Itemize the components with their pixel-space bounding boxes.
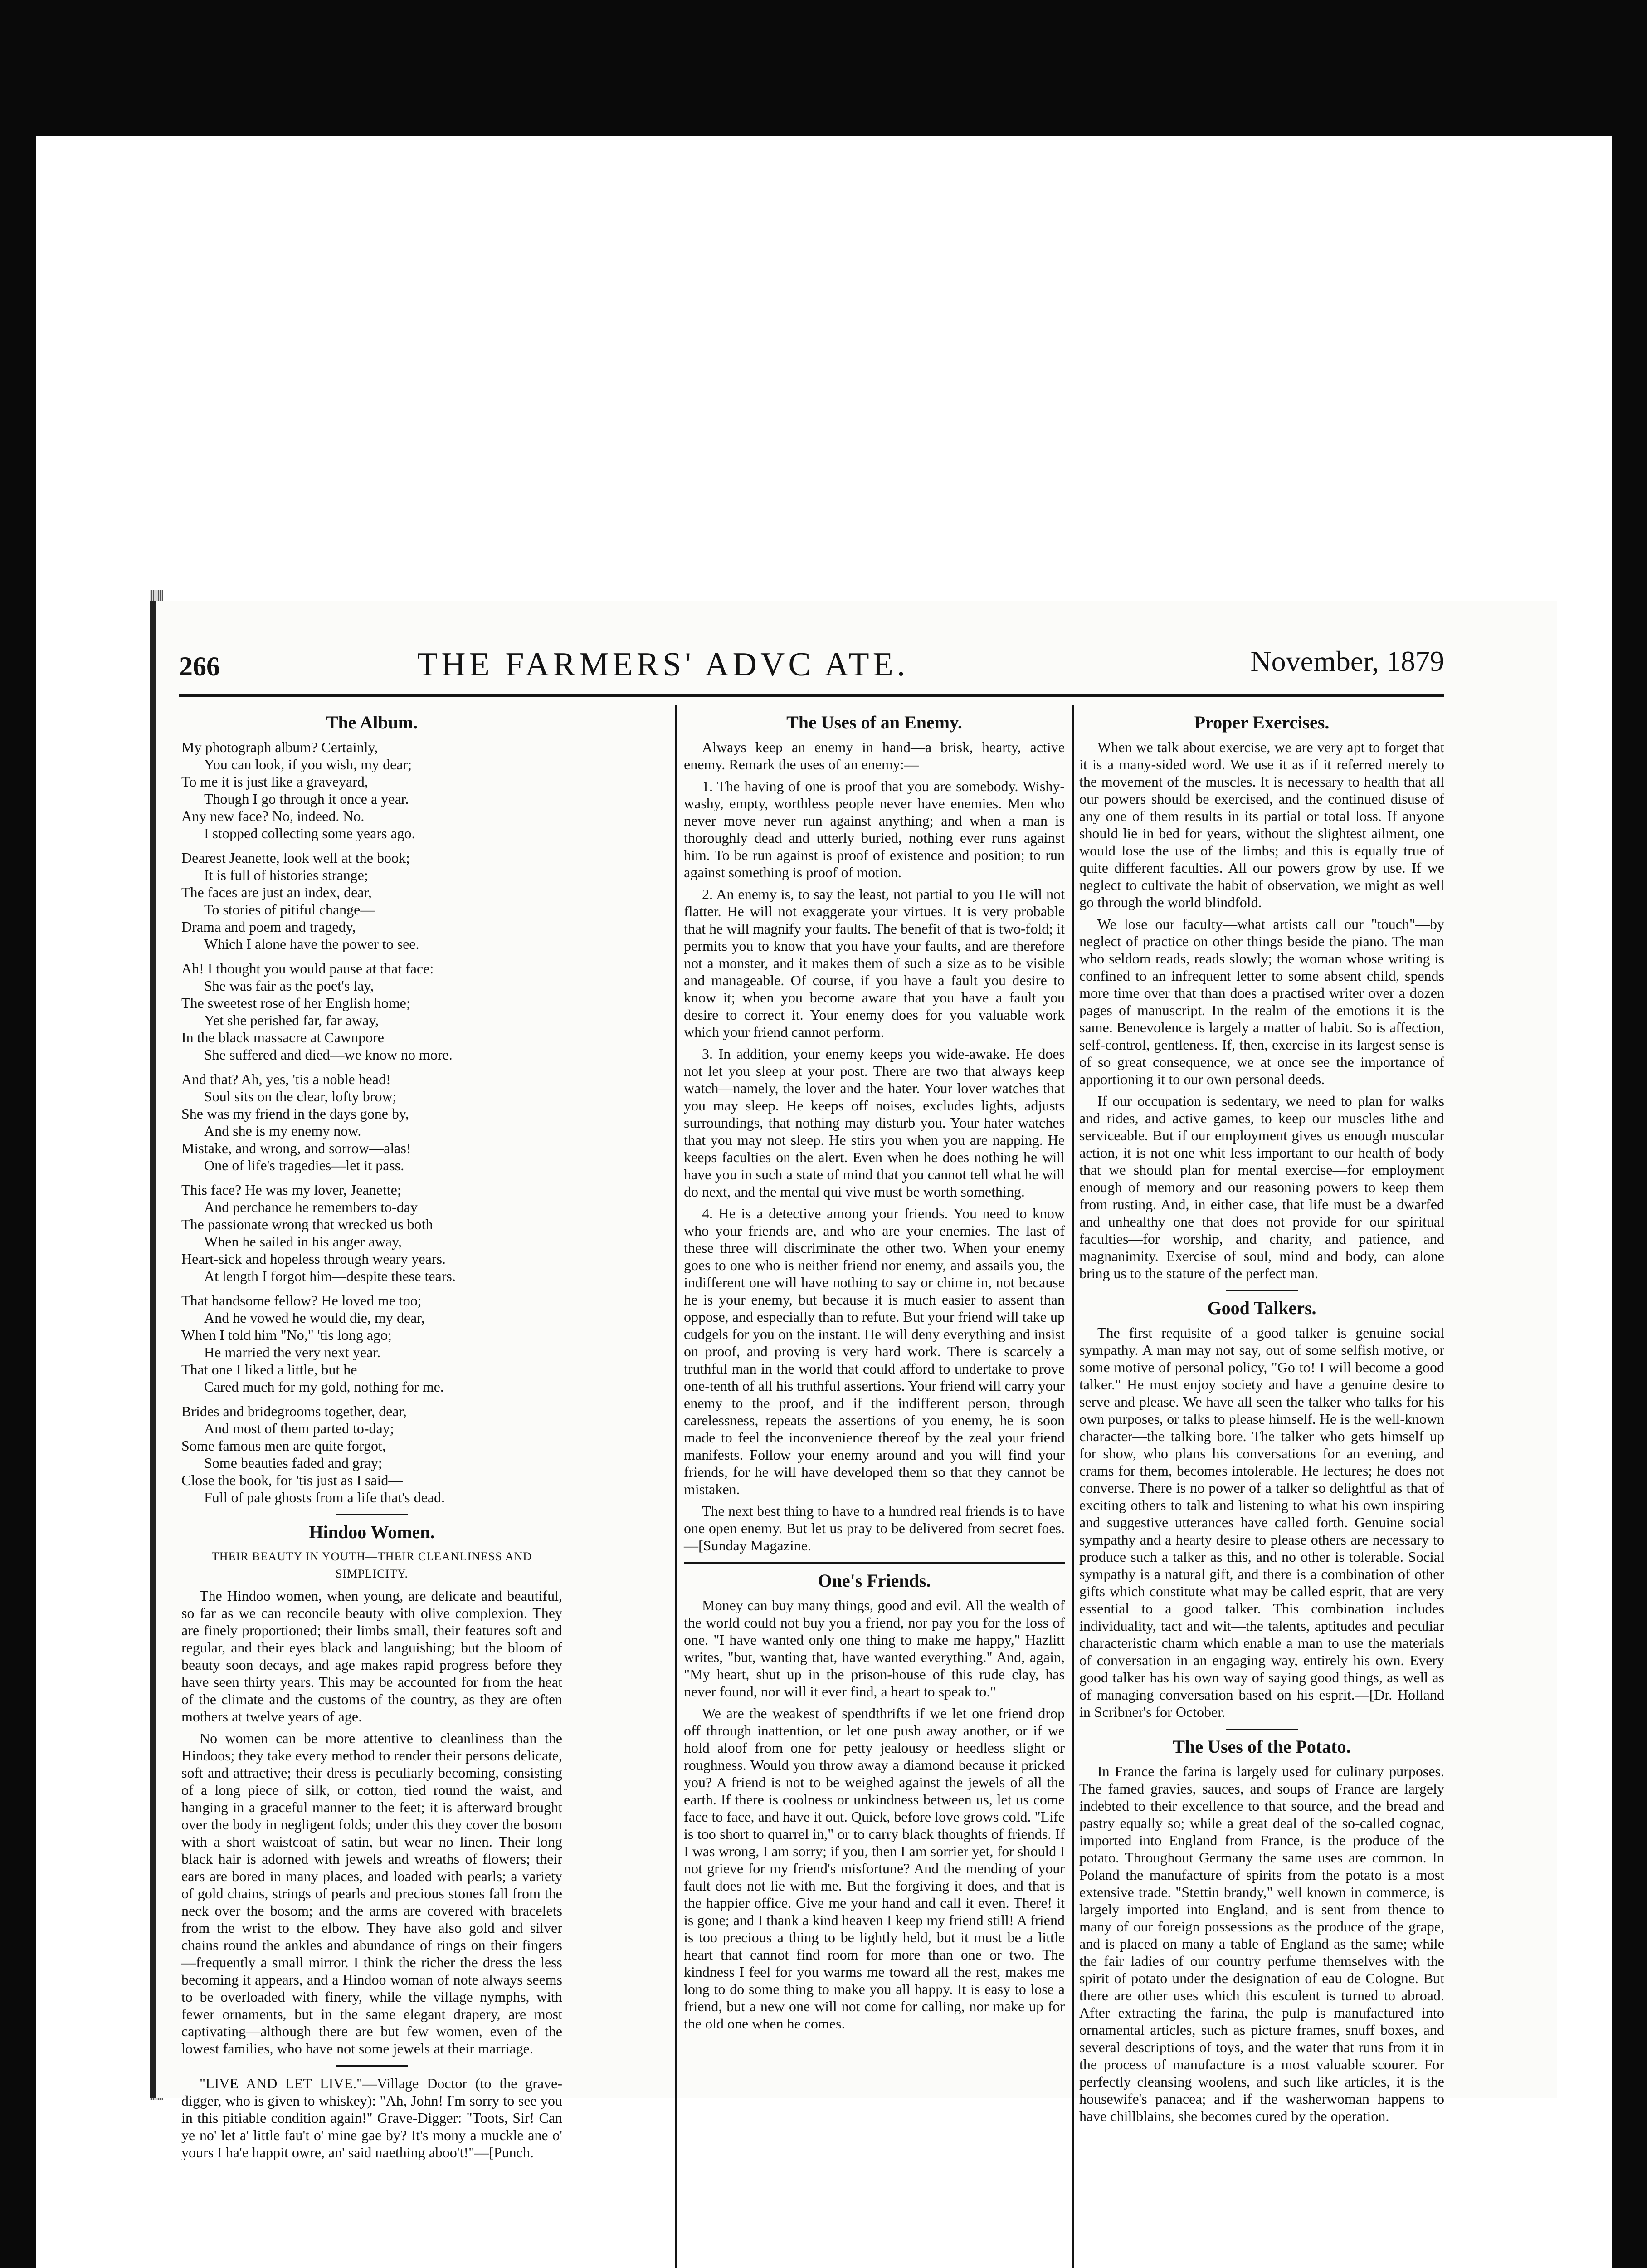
poem-line: Though I go through it once a year.	[204, 791, 409, 807]
column-divider	[675, 705, 677, 2268]
poem-line: The faces are just an index, dear,	[181, 884, 372, 900]
poem-line: And that? Ah, yes, 'tis a noble head!	[181, 1071, 391, 1087]
album-title: The Album.	[326, 712, 418, 733]
column-2	[684, 708, 1065, 2268]
poem-line: The passionate wrong that wrecked us both	[181, 1216, 433, 1232]
poem-line: And he vowed he would die, my dear,	[204, 1310, 425, 1326]
poem-line: Some beauties faded and gray;	[204, 1455, 382, 1471]
enemy-paragraph: The next best thing to have to a hundred real friends is to have one open enemy. But let us pray to be delivered from secret foes.—[Sunday Magazine.	[684, 1503, 1065, 1554]
page-number: 266	[179, 651, 220, 681]
page-header	[179, 642, 1444, 692]
poem-line: It is full of histories strange;	[204, 867, 368, 883]
poem-line: The sweetest rose of her English home;	[181, 995, 410, 1011]
enemy-paragraph: 4. He is a detective among your friends. You need to know who your friends are, and who are your enemies. The last of these three will discriminate the other two. When your enemy goes to one who is neither friend nor enemy, and assails you, the indifferent one will have nothing to say or chime in, not because he is your enemy, but because it is much easier to assent than oppose, and especially than to refute. But your friend will take up cudgels for you on the instant. He will deny everything and insist on proof, and proving is very hard work. There is scarcely a truthful man in the world that could afford to undertake to prove one-tenth of all his truthful assertions. Your friend will carry your enemy to the proof, and if the indifferent person, through carelessness, repeats the assertions of you enemy, he is soon made to feel the inconvenience thereof by the zeal your friend manifests. Follow your enemy around and you will find your friends, for he will have developed them so that they cannot be mistaken.	[684, 1205, 1065, 1497]
divider	[336, 2065, 408, 2067]
live-and-let-live: "LIVE AND LET LIVE."—Village Doctor (to the grave-digger, who is given to whiskey): "Ah, John! I'm sorry to see you in this pitiable condition again!" Grave-Digger: "Toots, Sir! Can ye no' let a' little fau't o' mine gae by? It's mony a muckle ane o' yours I ha'e happit owre, an' said naething aboo't!"—[Punch.	[181, 2075, 562, 2160]
enemy-title: The Uses of an Enemy.	[786, 712, 962, 733]
poem-line: She was my friend in the days gone by,	[181, 1105, 409, 1122]
enemy-paragraph: 2. An enemy is, to say the least, not partial to you He will not flatter. He will not exaggerate your virtues. It is very probable that he will magnify your faults. The benefit of that is two-fold; it permits you to know that you have your faults, and are therefore not a monster, and it makes them of such a size as to be visible and manageable. Of course, if you have a fault you desire to know it; when you become aware that you have a fault you desire to correct it. Your enemy does for you valuable work which your friend cannot perform.	[684, 886, 1065, 1040]
potato-paragraph: In France the farina is largely used for culinary purposes. The famed gravies, sauces, and soups of France are largely indebted to their excellence to that source, and the bread and pastry equally so; while a great deal of the so-called cognac, imported into England from France, is the produce of the potato. Throughout Germany the same uses are common. In Poland the manufacture of spirits from the potato is a most extensive trade. "Stettin brandy," well known in commerce, is largely imported into England, and is sent from thence to many of our foreign possessions as the produce of the grape, and is placed on many a table of England as the same; while the fair ladies of our country perfume themselves with the spirit of potato under the designation of eau de Cologne. But there are other uses which this esculent is turned to abroad. After extracting the farina, the pulp is manufactured into ornamental articles, such as picture frames, snuff boxes, and several descriptions of toys, and the water that runs from it in the process of manufacture is a most valuable scourer. For perfectly cleansing woolens, and such like articles, it is the housewife's panacea; and if the washerwoman happens to have chillblains, she becomes cured by the operation.	[1079, 1763, 1444, 2124]
poem-line: Heart-sick and hopeless through weary years.	[181, 1251, 446, 1267]
poem-stanza	[181, 1181, 562, 1285]
poem-line: That one I liked a little, but he	[181, 1361, 357, 1378]
poem-stanza	[181, 960, 562, 1063]
exercises-paragraph: When we talk about exercise, we are very apt to forget that it is a many-sided word. We use it as if it referred merely to the movement of the muscles. It is necessary to health that all our powers should be exercised, and the continued disuse of any one of them results in its partial or total loss. If anyone should lie in bed for years, without the slightest ailment, one would lose the use of the limbs; and this is equally true of quite different faculties. All our powers grow by use. If we neglect to cultivate the habit of observation, we might as well go through the world blindfold.	[1079, 739, 1444, 910]
issue-date: November, 1879	[1250, 645, 1444, 677]
divider	[336, 1514, 408, 1515]
divider	[684, 1562, 1065, 1564]
enemy-paragraph: Always keep an enemy in hand—a brisk, hearty, active enemy. Remark the uses of an enemy:—	[684, 739, 1065, 772]
header-rule	[179, 694, 1444, 697]
poem-line: At length I forgot him—despite these tears.	[204, 1268, 456, 1284]
poem-line: Some famous men are quite forgot,	[181, 1437, 386, 1454]
poem-line: My photograph album? Certainly,	[181, 739, 378, 755]
poem-stanza	[181, 1403, 562, 1506]
poem-line: And she is my enemy now.	[204, 1123, 361, 1139]
poem-stanza	[181, 849, 562, 953]
exercises-title: Proper Exercises.	[1194, 712, 1330, 733]
poem-line: Mistake, and wrong, and sorrow—alas!	[181, 1140, 411, 1156]
exercises-paragraph: If our occupation is sedentary, we need to plan for walks and rides, and active games, to keep our muscles lithe and serviceable. But if our employment gives us enough muscular action, it is not one whit less important to our health of body that we should plan for mental exercise—for employment enough of memory and our reasoning powers to keep them from rusting. And, in either case, that life must be a dwarfed and unhealthy one that does not provide for our spiritual faculties—for worship, and charity, and patience, and magnanimity. Exercise of soul, mind and body, can alone bring us to the stature of the perfect man.	[1079, 1093, 1444, 1281]
divider	[1226, 1290, 1298, 1291]
poem-line: Soul sits on the clear, lofty brow;	[204, 1088, 397, 1105]
exercises-paragraph: We lose our faculty—what artists call our "touch"—by neglect of practice on other things beside the piano. The man who seldom reads, reads slowly; the woman whose writing is confined to an infrequent letter to some absent child, spends more time over that than does a practised writer over a dozen pages of manuscript. In the realm of the emotions it is the same. Benevolence is largely a matter of habit. So is affection, self-control, gentleness. If, then, exercise in its largest sense is of so great consequence, we at once see the importance of apportioning it to our own personal deeds.	[1079, 916, 1444, 1087]
poem-line: In the black massacre at Cawnpore	[181, 1029, 384, 1046]
album-poem	[181, 738, 562, 1506]
poem-line: When he sailed in his anger away,	[204, 1233, 402, 1250]
poem-line: Yet she perished far, far away,	[204, 1012, 379, 1028]
enemy-paragraph: 1. The having of one is proof that you are somebody. Wishy-washy, empty, worthless people never have enemies. Men who never move never run against anything; and when a man is thoroughly dead and utterly buried, nothing ever runs against him. To be run against is proof of existence and position; to run against something is proof of motion.	[684, 778, 1065, 880]
poem-line: And most of them parted to-day;	[204, 1420, 394, 1437]
poem-line: Brides and bridegrooms together, dear,	[181, 1403, 407, 1419]
poem-line: Cared much for my gold, nothing for me.	[204, 1378, 444, 1395]
friends-paragraph: We are the weakest of spendthrifts if we let one friend drop off through inattention, or let one push away another, or if we hold aloof from one for petty jealousy or heedless slight or roughness. Would you throw away a diamond because it pricked you? A friend is not to be weighed against the jewels of all the earth. If there is coolness or unkindness between us, let us come face to face, and have it out. Quick, before love grows cold. "Life is too short to quarrel in," or to carry black thoughts of friends. If I was wrong, I am sorry; if you, then I am sorrier yet, for should I not grieve for my friend's misfortune? And the mending of your fault does not lie with me. But the forgiving it does, and that is the happier office. Give me your hand and call it even. There! it is gone; and I thank a kind heaven I keep my friend still! A friend is too precious a thing to be lightly held, but it must be a little heart that cannot find room for more than one or two. The kindness I feel for you warms me toward all the rest, makes me long to do some thing to make you all happy. It is easy to lose a friend, but a new one will not come for calling, nor make up for the old one when he comes.	[684, 1705, 1065, 2032]
hindoo-paragraph: The Hindoo women, when young, are delicate and beautiful, so far as we can reconcile beauty with olive complexion. They are finely proportioned; their limbs small, their features soft and regular, and their eyes black and languishing; but the bloom of beauty soon decays, and age makes rapid progress before they have seen thirty years. This may be accounted for from the heat of the climate and the customs of the country, as they are often mothers at twelve years of age.	[181, 1588, 562, 1725]
poem-line: To me it is just like a graveyard,	[181, 773, 368, 790]
poem-line: Which I alone have the power to see.	[204, 936, 419, 952]
masthead: THE FARMERS' ADVC ATE.	[417, 646, 909, 683]
hindoo-title: Hindoo Women.	[309, 1522, 435, 1542]
film-border-right	[1612, 0, 1647, 2268]
poem-stanza	[181, 738, 562, 842]
friends-paragraph: Money can buy many things, good and evil. All the wealth of the world could not buy you a friend, nor pay you for the loss of one. "I have wanted only one thing to make me happy," Hazlitt writes, "but, wanting that, have wanted everything." And, again, "My heart, shut up in the prison-house of this rude clay, has never found, nor will it ever find, a heart to speak to."	[684, 1597, 1065, 1700]
poem-line: To stories of pitiful change—	[204, 901, 375, 918]
poem-line: Drama and poem and tragedy,	[181, 919, 356, 935]
poem-line: And perchance he remembers to-day	[204, 1199, 418, 1215]
poem-stanza	[181, 1070, 562, 1174]
column-divider	[1072, 705, 1074, 2268]
potato-title: The Uses of the Potato.	[1173, 1736, 1351, 1757]
column-3	[1079, 708, 1444, 2268]
poem-line: Close the book, for 'tis just as I said—	[181, 1472, 403, 1488]
talkers-paragraph: The first requisite of a good talker is genuine social sympathy. A man may not say, out of some selfish motive, or some motive of personal policy, "Go to! I will become a good talker." He must enjoy society and have a genuine desire to serve and please. We have all seen the talker who talks for his own purposes, or talks to please himself. He is the well-known character—the talking bore. The talker who gets himself up for show, who plans his conversations for an evening, and crams for them, becomes intolerable. He lectures; he does not converse. There is no power of a talker so delightful as that of exciting others to talk and listening to what his own inspiring and suggestive utterances have called forth. Genuine social sympathy and a hearty desire to please others are necessary to produce such a talker as this, and no other is tolerable. Social sympathy is a natural gift, and there is a combination of other gifts which constitute what may be called esprit, that are very essential to a good talker. This combination includes individuality, tact and wit—the talents, aptitudes and peculiar characteristic charm which enable a man to use the materials of conversation in an engaging way, entirely his own. Every good talker has his own way of saying good things, as well as of managing conversation based on his esprit.—[Dr. Holland in Scribner's for October.	[1079, 1325, 1444, 1720]
enemy-paragraph: 3. In addition, your enemy keeps you wide-awake. He does not let you sleep at your post. There are two that always keep watch—namely, the lover and the hater. Your lover watches that you may sleep. He keeps off noises, excludes lights, adjusts surroundings, that nothing may disturb you. Your hater watches that you may not sleep. He stirs you when you are napping. He keeps faculties on the alert. Even when he does nothing he will have you in such a state of mind that you cannot tell what he will do next, and the mental qui vive must be worth something.	[684, 1046, 1065, 1200]
poem-line: Dearest Jeanette, look well at the book;	[181, 850, 410, 866]
poem-line: I stopped collecting some years ago.	[204, 825, 415, 841]
hindoo-subtitle: THEIR BEAUTY IN YOUTH—THEIR CLEANLINESS AND SIMPLICITY.	[211, 1550, 532, 1580]
poem-line: He married the very next year.	[204, 1344, 381, 1360]
poem-line: Full of pale ghosts from a life that's dead.	[204, 1489, 445, 1505]
friends-title: One's Friends.	[818, 1570, 931, 1591]
film-border-top	[0, 0, 1647, 136]
poem-line: Any new face? No, indeed. No.	[181, 808, 365, 824]
talkers-title: Good Talkers.	[1207, 1298, 1316, 1318]
poem-line: You can look, if you wish, my dear;	[204, 756, 412, 772]
divider	[1226, 1729, 1298, 1730]
column-1	[181, 708, 562, 2268]
poem-stanza	[181, 1292, 562, 1395]
poem-line: This face? He was my lover, Jeanette;	[181, 1182, 401, 1198]
poem-line: She suffered and died—we know no more.	[204, 1046, 453, 1063]
hindoo-paragraph: No women can be more attentive to cleanliness than the Hindoos; they take every method to render their persons delicate, soft and attractive; their dress is peculiarly becoming, consisting of a long piece of silk, or cotton, tied round the waist, and hanging in a graceful manner to the feet; it is afterward brought over the body in negligent folds; under this they cover the bosom with a short waistcoat of satin, but wear no linen. Their long black hair is adorned with jewels and wreaths of flowers; their ears are bored in many places, and loaded with pearls; a variety of gold chains, strings of pearls and precious stones fall from the neck over the bosom; and the arms are covered with bracelets from the wrist to the elbow. They have also gold and silver chains round the ankles and abundance of rings on their fingers—frequently a small mirror. I think the richer the dress the less becoming it appears, and a Hindoo woman of note always seems to be overloaded with finery, while the village nymphs, with fewer ornaments, but in the same elegant drapery, are most captivating—although there are but few women, even of the lowest families, who have not some jewels at their marriage.	[181, 1730, 562, 2057]
poem-line: Ah! I thought you would pause at that face:	[181, 960, 434, 977]
film-border-left	[0, 0, 36, 2268]
poem-line: She was fair as the poet's lay,	[204, 978, 374, 994]
poem-line: When I told him "No," 'tis long ago;	[181, 1327, 392, 1343]
poem-line: That handsome fellow? He loved me too;	[181, 1292, 422, 1309]
poem-line: One of life's tragedies—let it pass.	[204, 1157, 404, 1173]
